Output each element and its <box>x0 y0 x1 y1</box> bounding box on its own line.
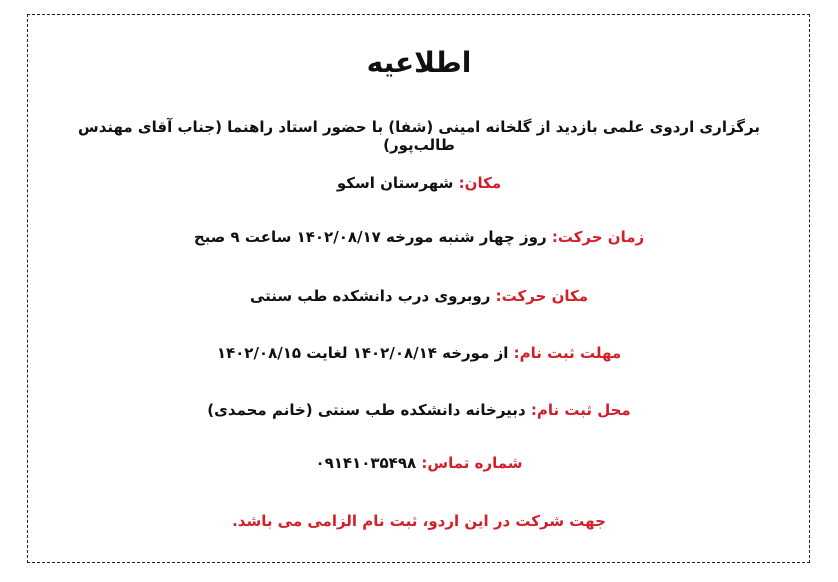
departure-place-label: مکان حرکت: <box>495 287 589 305</box>
departure-time-line <box>40 228 798 246</box>
contact-number-value: ۰۹۱۴۱۰۳۵۴۹۸ <box>315 454 417 472</box>
registration-place-label: محل ثبت نام: <box>530 401 631 419</box>
registration-place-value: دبیرخانه دانشکده طب سنتی (خانم محمدی) <box>207 401 526 419</box>
departure-place-value: روبروی درب دانشکده طب سنتی <box>249 287 491 305</box>
location-value: شهرستان اسکو <box>336 174 454 192</box>
departure-time-value: روز چهار شنبه مورخه ۱۴۰۲/۰۸/۱۷ ساعت ۹ صبح <box>193 228 547 246</box>
departure-place-line <box>40 287 798 305</box>
location-label: مکان: <box>458 174 502 192</box>
announcement-title: اطلاعیه <box>366 46 472 79</box>
registration-deadline-value: از مورخه ۱۴۰۲/۰۸/۱۴ لغایت ۱۴۰۲/۰۸/۱۵ <box>216 344 509 362</box>
announcement-intro: برگزاری اردوی علمی بازدید از گلخانه امینی (شفا) با حضور استاد راهنما (جناب آقای مهندس طالب‌پور) <box>78 118 760 154</box>
registration-deadline-line <box>40 344 798 362</box>
contact-number-label: شماره تماس: <box>421 454 523 472</box>
registration-deadline-label: مهلت ثبت نام: <box>513 344 622 362</box>
contact-number-line <box>40 454 798 472</box>
registration-required-note: جهت شرکت در این اردو، ثبت نام الزامی می باشد. <box>232 512 606 530</box>
announcement-document <box>40 14 798 563</box>
location-line <box>40 174 798 192</box>
registration-place-line <box>40 401 798 419</box>
departure-time-label: زمان حرکت: <box>551 228 645 246</box>
